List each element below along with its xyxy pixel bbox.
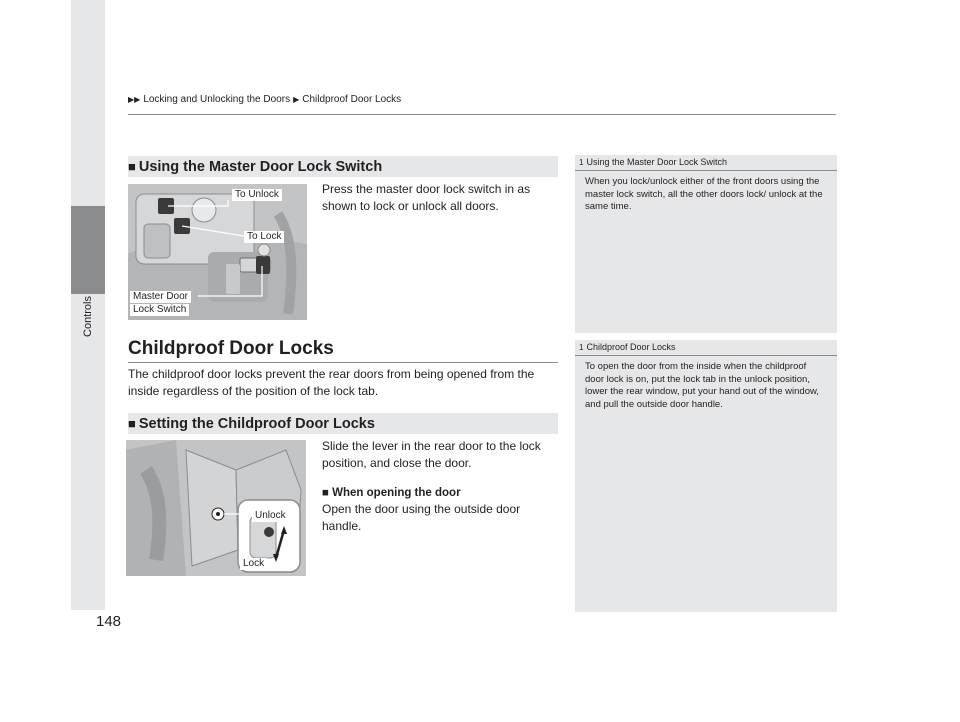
heading-rule xyxy=(128,362,558,363)
childproof-lock-figure xyxy=(126,440,306,576)
note-master-lock xyxy=(575,155,837,333)
master-lock-instructions: Press the master door lock switch in as shown to lock or unlock all doors. xyxy=(322,182,531,213)
note-title: 1 Using the Master Door Lock Switch xyxy=(575,155,837,171)
callout-to-unlock: To Unlock xyxy=(232,189,282,201)
breadcrumb xyxy=(128,94,401,105)
square-bullet-icon: ■ xyxy=(128,416,136,431)
note-body: When you lock/unlock either of the front doors using the master lock switch, all the other doors lock/ unlock at the same time. xyxy=(585,176,823,212)
callout-unlock: Unlock xyxy=(252,510,289,522)
square-bullet-icon: ■ xyxy=(322,487,329,499)
page-heading: Childproof Door Locks xyxy=(128,338,334,359)
rear-door-illustration xyxy=(126,440,306,576)
note-marker-icon: 1 xyxy=(579,342,584,352)
note-childproof xyxy=(575,340,837,612)
breadcrumb-arrow-icon: ▶ xyxy=(293,95,300,104)
breadcrumb-arrow-icon: ▶▶ xyxy=(128,95,141,104)
square-bullet-icon: ■ xyxy=(128,159,136,174)
master-lock-switch-figure xyxy=(128,184,307,320)
callout-lock: Lock xyxy=(240,558,267,570)
callout-master-switch-1: Master Door xyxy=(130,291,191,303)
opening-door-instructions: Open the door using the outside door handle. xyxy=(322,502,521,533)
childproof-instructions: Slide the lever in the rear door to the lock position, and close the door. xyxy=(322,439,541,470)
childproof-intro: The childproof door locks prevent the rear doors from being opened from the inside regardless of the position of the lock tab. xyxy=(128,367,535,398)
chapter-label: Controls xyxy=(82,296,94,337)
section-title-master-lock: ■ Using the Master Door Lock Switch xyxy=(128,156,558,177)
page-number: 148 xyxy=(96,613,122,630)
breadcrumb-item-1[interactable]: Locking and Unlocking the Doors xyxy=(143,94,291,105)
note-title: 1 Childproof Door Locks xyxy=(575,340,837,356)
breadcrumb-item-2[interactable]: Childproof Door Locks xyxy=(302,94,402,105)
section-title-setting-childproof: ■ Setting the Childproof Door Locks xyxy=(128,413,558,434)
header-rule xyxy=(128,114,836,115)
chapter-tab xyxy=(71,206,105,294)
subheading-opening-door: ■ When opening the door xyxy=(322,487,461,499)
callout-master-switch-2: Lock Switch xyxy=(130,304,189,316)
note-body: To open the door from the inside when the childproof door lock is on, put the lock tab in the unlock position, lower the rear window, put your hand out of the window, and pull the outside door handle. xyxy=(585,361,819,410)
note-marker-icon: 1 xyxy=(579,157,584,167)
callout-to-lock: To Lock xyxy=(244,231,284,243)
